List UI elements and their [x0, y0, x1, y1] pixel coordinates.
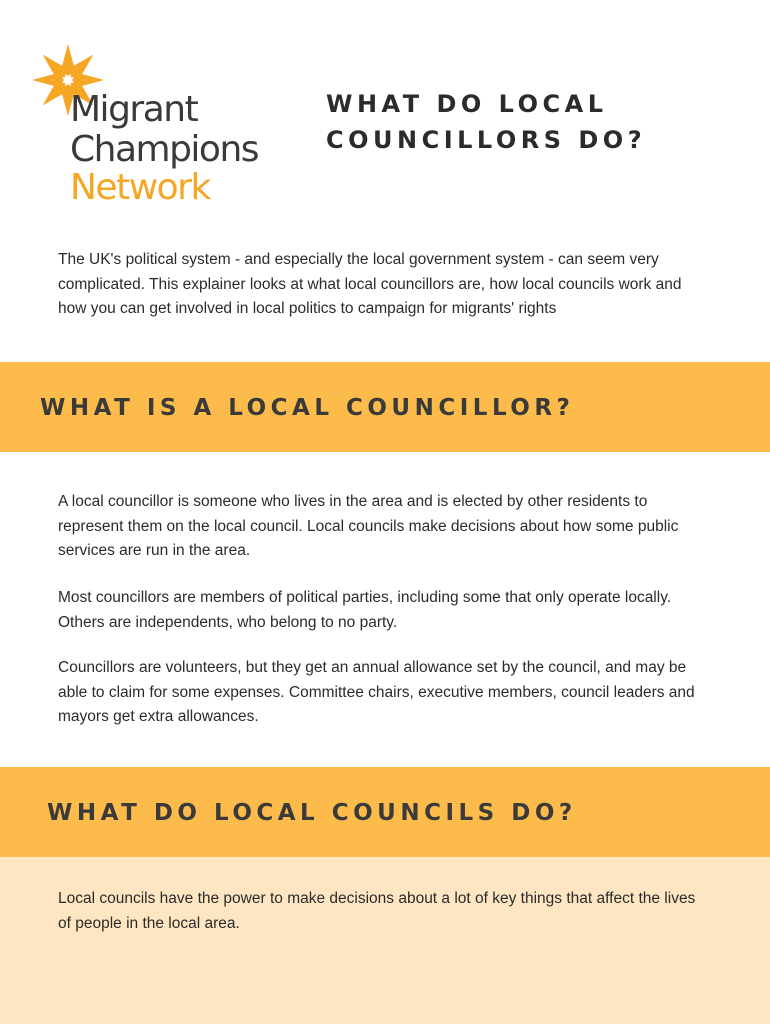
logo: [28, 40, 278, 210]
content-panel: [0, 857, 770, 1024]
section-heading-band: [0, 767, 770, 857]
page-title: WHAT DO LOCAL COUNCILLORS DO?: [326, 90, 647, 154]
logo-word-champions: Champions: [70, 129, 259, 170]
logo-word-migrant: Migrant: [70, 89, 198, 130]
body-paragraph: Councillors are volunteers, but they get an annual allowance set by the council, and may be able to claim for some expenses. Committee chairs, executive members, council leaders and mayors get extra allowances.: [58, 659, 695, 725]
body-paragraph: A local councillor is someone who lives in the area and is elected by other residents to represent them on the local council. Local councils make decisions about how some public services are run in the area.: [58, 493, 679, 559]
intro-paragraph: The UK's political system - and especially the local government system - can seem very complicated. This explainer looks at what local councillors are, how local councils work and how you can get involved in local politics to campaign for migrants' rights: [58, 251, 682, 317]
section-heading-what-is-councillor: WHAT IS A LOCAL COUNCILLOR?: [40, 395, 575, 421]
body-paragraph: Local councils have the power to make decisions about a lot of key things that affect the lives of people in the local area.: [58, 890, 696, 932]
body-paragraph: Most councillors are members of political parties, including some that only operate locally. Others are independents, who belong to no party.: [58, 589, 672, 631]
logo-word-network: Network: [70, 167, 210, 208]
section-heading-what-do-councils-do: WHAT DO LOCAL COUNCILS DO?: [47, 800, 577, 826]
section-heading-band: [0, 362, 770, 452]
